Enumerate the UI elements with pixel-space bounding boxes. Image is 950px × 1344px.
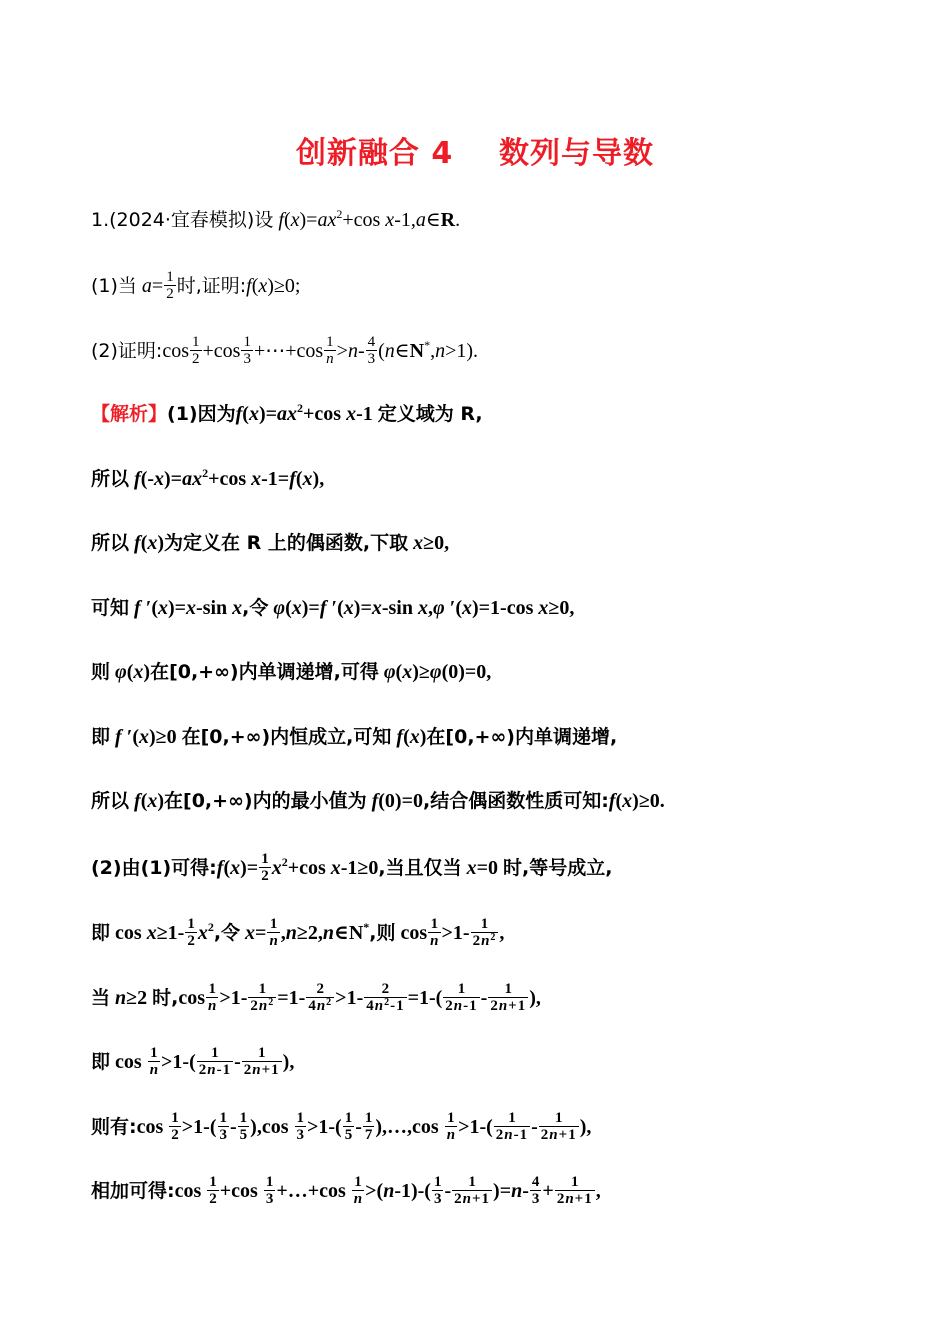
l6-text: 即 [91,726,111,748]
solution-line-3: 所以 f(x)为定义在 R 上的偶函数,下取 x≥0, [91,532,450,554]
l3-text: 所以 [91,532,130,554]
solution-line-13: 相加可得:cos $\frac{1}{2}$ +cos $\frac{1}{3}$ +…+cos $\frac{1}{n}$ >(n-1)-( $\frac{1}{3}$ - $\frac{1}{2n+1}$ )=n- $\frac{4}{3}$ + $\frac{1}{2n+1}$ , [91,1174,601,1207]
solution-line-1: 【解析】(1)因为$f(x)=ax^2+\cos$ x-1 定义域为 R, [91,401,483,425]
part1-prefix: (1)当 [91,275,137,298]
problem-part-2: (2)证明:cos $\frac{1}{2}$ +cos $\frac{1}{3}$ +⋯+cos $\frac{1}{n}$ >n- $\frac{4}{3}$ (n∈N*,n>1). [91,334,479,367]
problem-set-label: 设 [254,209,274,231]
l10-mid: 时, [152,987,179,1010]
l1-text: (1)因为 [167,403,236,425]
l9-mid: ,令 [213,922,241,945]
l7-mid: 在[0,+∞)内的最小值为 [164,790,367,812]
l5-mid: 在[0,+∞)内单调递增,可得 [150,661,379,683]
l6-mid: 在[0,+∞)内恒成立,可知 [181,726,392,748]
problem-part-1: (1)当 a= $\frac{1}{2}$ 时,证明:f(x)≥0; [91,269,301,302]
l7-end: ,结合偶函数性质可知: [422,790,609,812]
solution-line-10: 当 n≥2 时,cos $\frac{1}{n}$ >1- $\frac{1}{2n^2}$ =1- $\frac{2}{4n^2}$ >1- $\frac{2}{4n^2-1}$ =1-( $\frac{1}{2n-1}$ - $\frac{1}{2n+1}$ ), [91,981,541,1014]
l9-text: 即 [91,922,111,945]
solution-line-8: (2)由(1)可得:f(x)= $\frac{1}{2}$ $x^2+\cos$ x-1≥0,当且仅当 x=0 时,等号成立, [91,851,613,884]
solution-line-4: 可知 f ′(x)=x-sin x,令 φ(x)=f ′(x)=x-sin x,φ ′(x)=1-cos x≥0, [91,597,575,619]
part1-suffix: 时,证明: [176,275,247,298]
l4-text: 可知 [91,597,130,619]
l2-text: 所以 [91,468,130,490]
l12-text: 则有: [91,1116,137,1139]
l1-domain: 定义域为 R, [377,403,483,425]
l8-mid: ,当且仅当 [378,857,462,880]
page-title: 创新融合 4 数列与导数 [295,136,655,171]
solution-line-9: 即 cos x≥1- $\frac{1}{2}$ $x^2$,令 x= $\frac{1}{n}$ ,n≥2,n∈N*,则 cos $\frac{1}{n}$ >1- $\frac{1}{2n^2}$ , [91,916,505,949]
problem-source: 1.(2024·宜春模拟) [91,209,255,231]
l8-end: 时,等号成立, [503,857,613,880]
l4-mid: ,令 [242,597,269,619]
l13-text: 相加可得: [91,1180,175,1203]
solution-line-2: 所以 $f(-x)=ax^2+\cos$ x-1=f(x), [91,466,325,490]
l5-text: 则 [91,661,111,683]
l7-text: 所以 [91,790,130,812]
l10-text: 当 [91,987,111,1010]
part2-prefix: (2)证明: [91,340,163,363]
l6-end: 在[0,+∞)内单调递增, [426,726,618,748]
solution-line-12: 则有:cos $\frac{1}{2}$ >1-( $\frac{1}{3}$ - $\frac{1}{5}$ ),cos $\frac{1}{3}$ >1-( $\frac{1}{5}$ - $\frac{1}{7}$ ),…,cos $\frac{1}{n}$ >1-( $\frac{1}{2n-1}$ - $\frac{1}{2n+1}$ ), [91,1110,592,1143]
solution-tag: 【解析】 [91,403,168,425]
solution-line-5: 则 φ(x)在[0,+∞)内单调递增,可得 φ(x)≥φ(0)=0, [91,661,492,683]
problem-statement: 1.(2024·宜春模拟)设 $f(x)=ax^2+\cos$ x-1,a∈R. [91,207,461,231]
solution-line-6: 即 f ′(x)≥0 在[0,+∞)内恒成立,可知 f(x)在[0,+∞)内单调递增, [91,726,618,748]
solution-line-11: 即 cos $\frac{1}{n}$ >1-( $\frac{1}{2n-1}$ - $\frac{1}{2n+1}$ ), [91,1045,295,1078]
l11-text: 即 [91,1051,111,1074]
solution-line-7: 所以 f(x)在[0,+∞)内的最小值为 f(0)=0,结合偶函数性质可知:f(x)≥0. [91,790,665,812]
l3-mid: 为定义在 R 上的偶函数,下取 [164,532,409,554]
l8-text: (2)由(1)可得: [91,857,217,880]
l9-then: ,则 [369,922,396,945]
